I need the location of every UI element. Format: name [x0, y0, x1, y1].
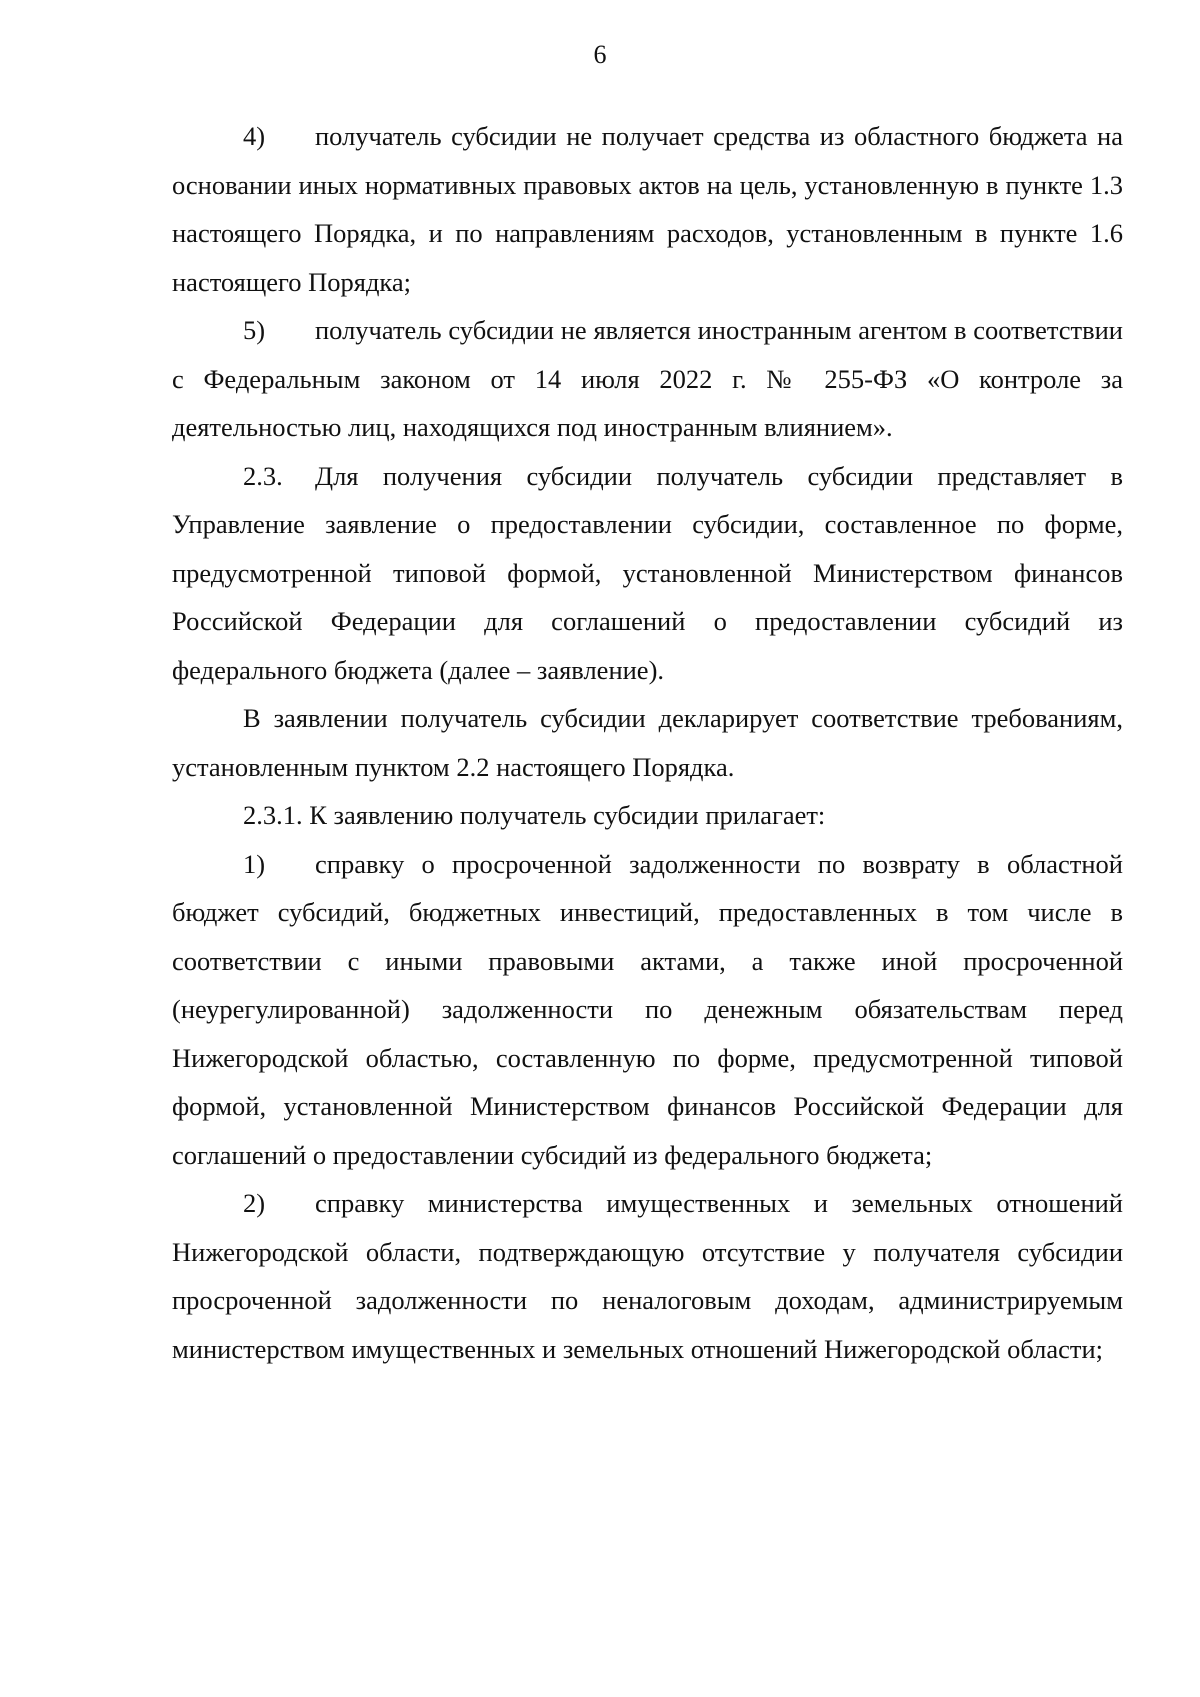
paragraph-text: 2.3.1. К заявлению получатель субсидии прилагает: [243, 800, 826, 830]
paragraph-text: получатель субсидии не является иностранным агентом в соответствии с Федеральным законом от 14 июля 2022 г. № 255-ФЗ «О контроле за деятельностью лиц, находящихся под иностранным влиянием». [172, 315, 1123, 442]
paragraph-text: Для получения субсидии получатель субсидии представляет в Управление заявление о предоставлении субсидии, составленное по форме, предусмотренной типовой формой, установленной Министерством финансов Российской Федерации для соглашений о предоставлении субсидий из федерального бюджета (далее – заявление). [172, 460, 1123, 685]
paragraph-attachment-1 [172, 840, 1123, 1180]
paragraph-attachment-2 [172, 1179, 1123, 1373]
item-number: 1) [243, 848, 266, 879]
paragraph-declaration [172, 694, 1123, 791]
section-number: 2.3. [243, 460, 283, 491]
paragraph-section-2-3-1 [172, 791, 1123, 840]
item-number: 5) [243, 315, 266, 345]
item-number: 4) [243, 121, 266, 151]
paragraph-text: справку министерства имущественных и земельных отношений Нижегородской области, подтверждающую отсутствие у получателя субсидии просроченной задолженности по неналоговым доходам, администрируемым министерством имущественных и земельных отношений Нижегородской области; [172, 1188, 1123, 1364]
paragraph-item-5 [172, 306, 1123, 452]
document-body [172, 112, 1123, 1373]
item-number: 2) [243, 1188, 266, 1218]
paragraph-text: справку о просроченной задолженности по возврату в областной бюджет субсидий, бюджетных инвестиций, предоставленных в том числе в соответствии с иными правовыми актами, а также иной просроченной (неурегулированной) задолженности по денежным обязательствам перед Нижегородской областью, составленную по форме, предусмотренной типовой формой, установленной Министерством финансов Российской Федерации для соглашений о предоставлении субсидий из федерального бюджета; [172, 848, 1123, 1170]
paragraph-item-4 [172, 112, 1123, 306]
paragraph-section-2-3 [172, 452, 1123, 695]
page-number: 6 [593, 40, 607, 69]
paragraph-text: получатель субсидии не получает средства из областного бюджета на основании иных нормативных правовых актов на цель, установленную в пункте 1.3 настоящего Порядка, и по направлениям расходов, установленным в пункте 1.6 настоящего Порядка; [172, 121, 1123, 297]
paragraph-text: В заявлении получатель субсидии декларирует соответствие требованиям, установленным пунктом 2.2 настоящего Порядка. [172, 703, 1123, 782]
